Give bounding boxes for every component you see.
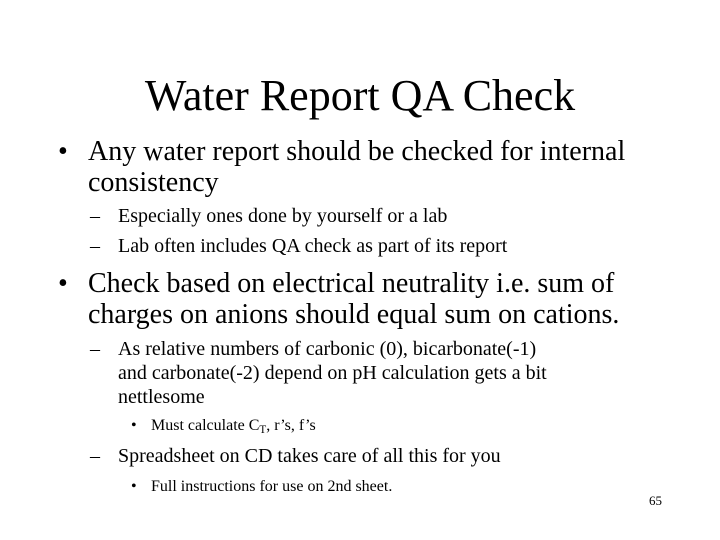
bullet-2-line1: Check based on electrical neutrality i.e. sum of xyxy=(88,268,615,299)
dash-marker: – xyxy=(90,205,100,227)
sub-bullet-2-1-line3: nettlesome xyxy=(118,386,205,408)
bullet-1-line2: consistency xyxy=(88,167,219,198)
bullet-2-line2: charges on anions should equal sum on cations. xyxy=(88,299,620,330)
ct-text-post: , r’s, f’s xyxy=(266,417,316,434)
sub-bullet-2-1-line2: and carbonate(-2) depend on pH calculation gets a bit xyxy=(118,362,547,384)
ct-subscript: T xyxy=(259,423,267,436)
sub-bullet-2-2-text: Spreadsheet on CD takes care of all this for you xyxy=(118,445,501,467)
slide-title: Water Report QA Check xyxy=(144,71,576,120)
sub-bullet-1-1-text: Especially ones done by yourself or a lab xyxy=(118,205,448,227)
ct-text-pre: Must calculate C xyxy=(151,417,260,434)
bullet-marker: • xyxy=(131,417,137,434)
bullet-marker: • xyxy=(58,268,68,299)
page-number: 65 xyxy=(649,493,662,508)
bullet-marker: • xyxy=(58,136,68,167)
dash-marker: – xyxy=(90,445,100,467)
sub-bullet-2-1-line1: As relative numbers of carbonic (0), bicarbonate(-1) xyxy=(118,338,537,360)
dash-marker: – xyxy=(90,338,100,360)
bullet-marker: • xyxy=(131,478,137,495)
bullet-1-line1: Any water report should be checked for internal xyxy=(88,136,626,167)
dash-marker: – xyxy=(90,235,100,257)
sub-bullet-1-2-text: Lab often includes QA check as part of its report xyxy=(118,235,508,257)
sub-sub-bullet-instructions-text: Full instructions for use on 2nd sheet. xyxy=(151,478,393,495)
sub-sub-bullet-ct-text xyxy=(151,416,316,435)
